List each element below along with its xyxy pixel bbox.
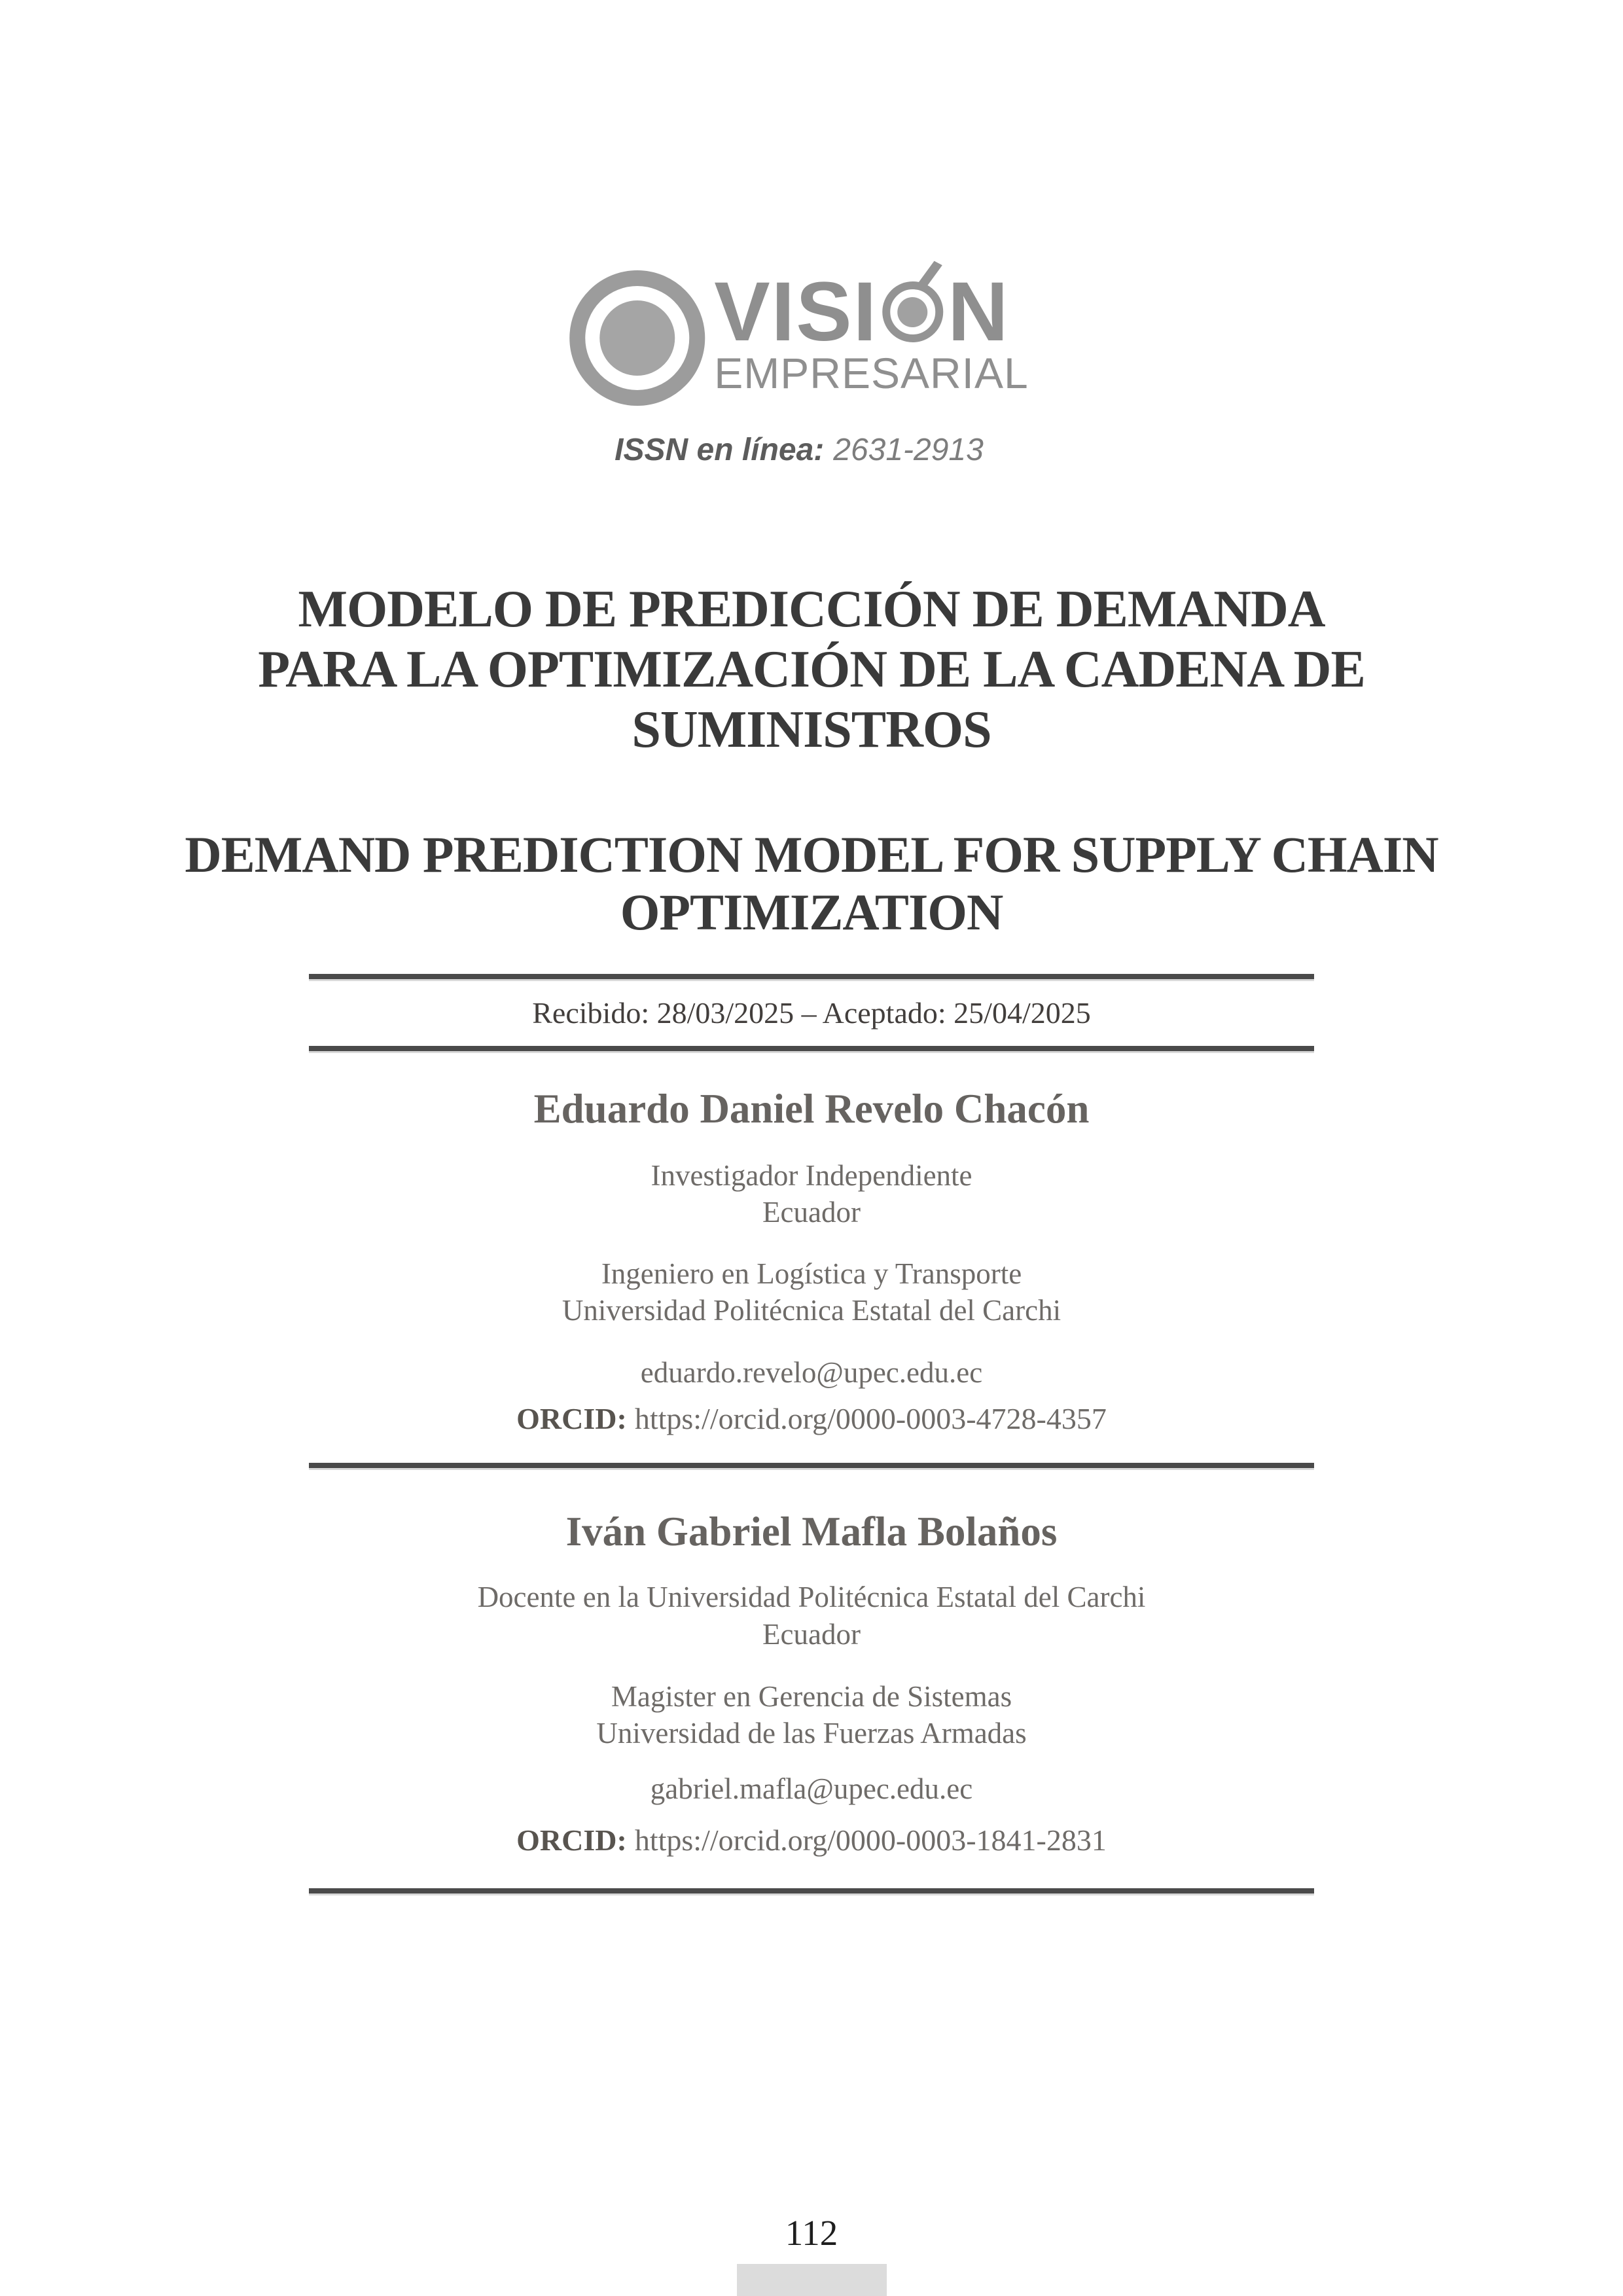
divider-rule-after-dates	[309, 1046, 1314, 1051]
logo-subtitle: EMPRESARIAL	[714, 349, 1029, 398]
author-2-country: Ecuador	[762, 1618, 861, 1651]
logo-o-accent-mark	[918, 259, 942, 289]
article-title-en-line: DEMAND PREDICTION MODEL FOR SUPPLY CHAIN	[185, 826, 1438, 883]
article-title-es	[0, 579, 1623, 760]
author-1-orcid-url: https://orcid.org/0000-0003-4728-4357	[634, 1402, 1107, 1435]
logo-word-vision	[714, 264, 1010, 359]
orcid-label: ORCID:	[516, 1823, 627, 1857]
article-title-es-line: MODELO DE PREDICCIÓN DE DEMANDA	[298, 581, 1325, 638]
author-2-affiliation	[0, 1579, 1623, 1653]
author-2-orcid-url: https://orcid.org/0000-0003-1841-2831	[634, 1823, 1107, 1857]
page-number: 112	[785, 2213, 838, 2253]
author-1-name: Eduardo Daniel Revelo Chacón	[533, 1086, 1090, 1132]
issn-line	[615, 433, 984, 468]
footer-accent-rect	[737, 2264, 887, 2296]
orcid-label: ORCID:	[516, 1402, 627, 1435]
author-1-university: Universidad Politécnica Estatal del Carchi	[562, 1294, 1061, 1327]
logo-word-pre: VISI	[714, 264, 878, 359]
author-1-country: Ecuador	[762, 1196, 861, 1229]
issn-value: 2631-2913	[833, 433, 984, 467]
article-title-en-line: OPTIMIZATION	[620, 884, 1003, 941]
author-1-affiliation	[0, 1157, 1623, 1230]
divider-rule-bottom	[309, 1888, 1314, 1893]
received-accepted-dates: Recibido: 28/03/2025 – Aceptado: 25/04/2025	[532, 996, 1091, 1030]
logo-wordmark	[714, 264, 1029, 398]
author-1-affiliation-line: Investigador Independiente	[651, 1159, 972, 1192]
journal-masthead	[569, 264, 1029, 468]
target-bullseye-icon	[569, 270, 705, 406]
logo-word-post: N	[948, 264, 1010, 359]
divider-rule-top	[309, 974, 1314, 979]
target-inner-dot	[599, 300, 675, 376]
article-title-es-line: PARA LA OPTIMIZACIÓN DE LA CADENA DE	[258, 641, 1365, 698]
author-2-email: gabriel.mafla@upec.edu.ec	[650, 1772, 973, 1805]
author-1-email: eduardo.revelo@upec.edu.ec	[640, 1356, 983, 1389]
logo-o-inner-dot	[898, 297, 928, 327]
divider-rule-between-authors	[309, 1463, 1314, 1468]
article-title-es-line: SUMINISTROS	[632, 701, 991, 759]
author-2-affiliation-line: Docente en la Universidad Politécnica Estatal del Carchi	[477, 1581, 1146, 1613]
author-1-degree-line: Ingeniero en Logística y Transporte	[601, 1257, 1022, 1290]
author-2-degree	[0, 1678, 1623, 1751]
author-2-name: Iván Gabriel Mafla Bolaños	[565, 1509, 1058, 1554]
logo-o-bullseye-icon	[882, 281, 943, 342]
author-2-degree-line: Magister en Gerencia de Sistemas	[611, 1680, 1012, 1713]
author-1-degree	[0, 1255, 1623, 1329]
author-2-orcid	[0, 1823, 1623, 1857]
issn-label: ISSN en línea:	[615, 433, 825, 467]
author-1-orcid	[0, 1402, 1623, 1436]
journal-logo	[569, 264, 1029, 406]
article-title-en	[0, 826, 1623, 941]
author-2-university: Universidad de las Fuerzas Armadas	[596, 1717, 1027, 1749]
